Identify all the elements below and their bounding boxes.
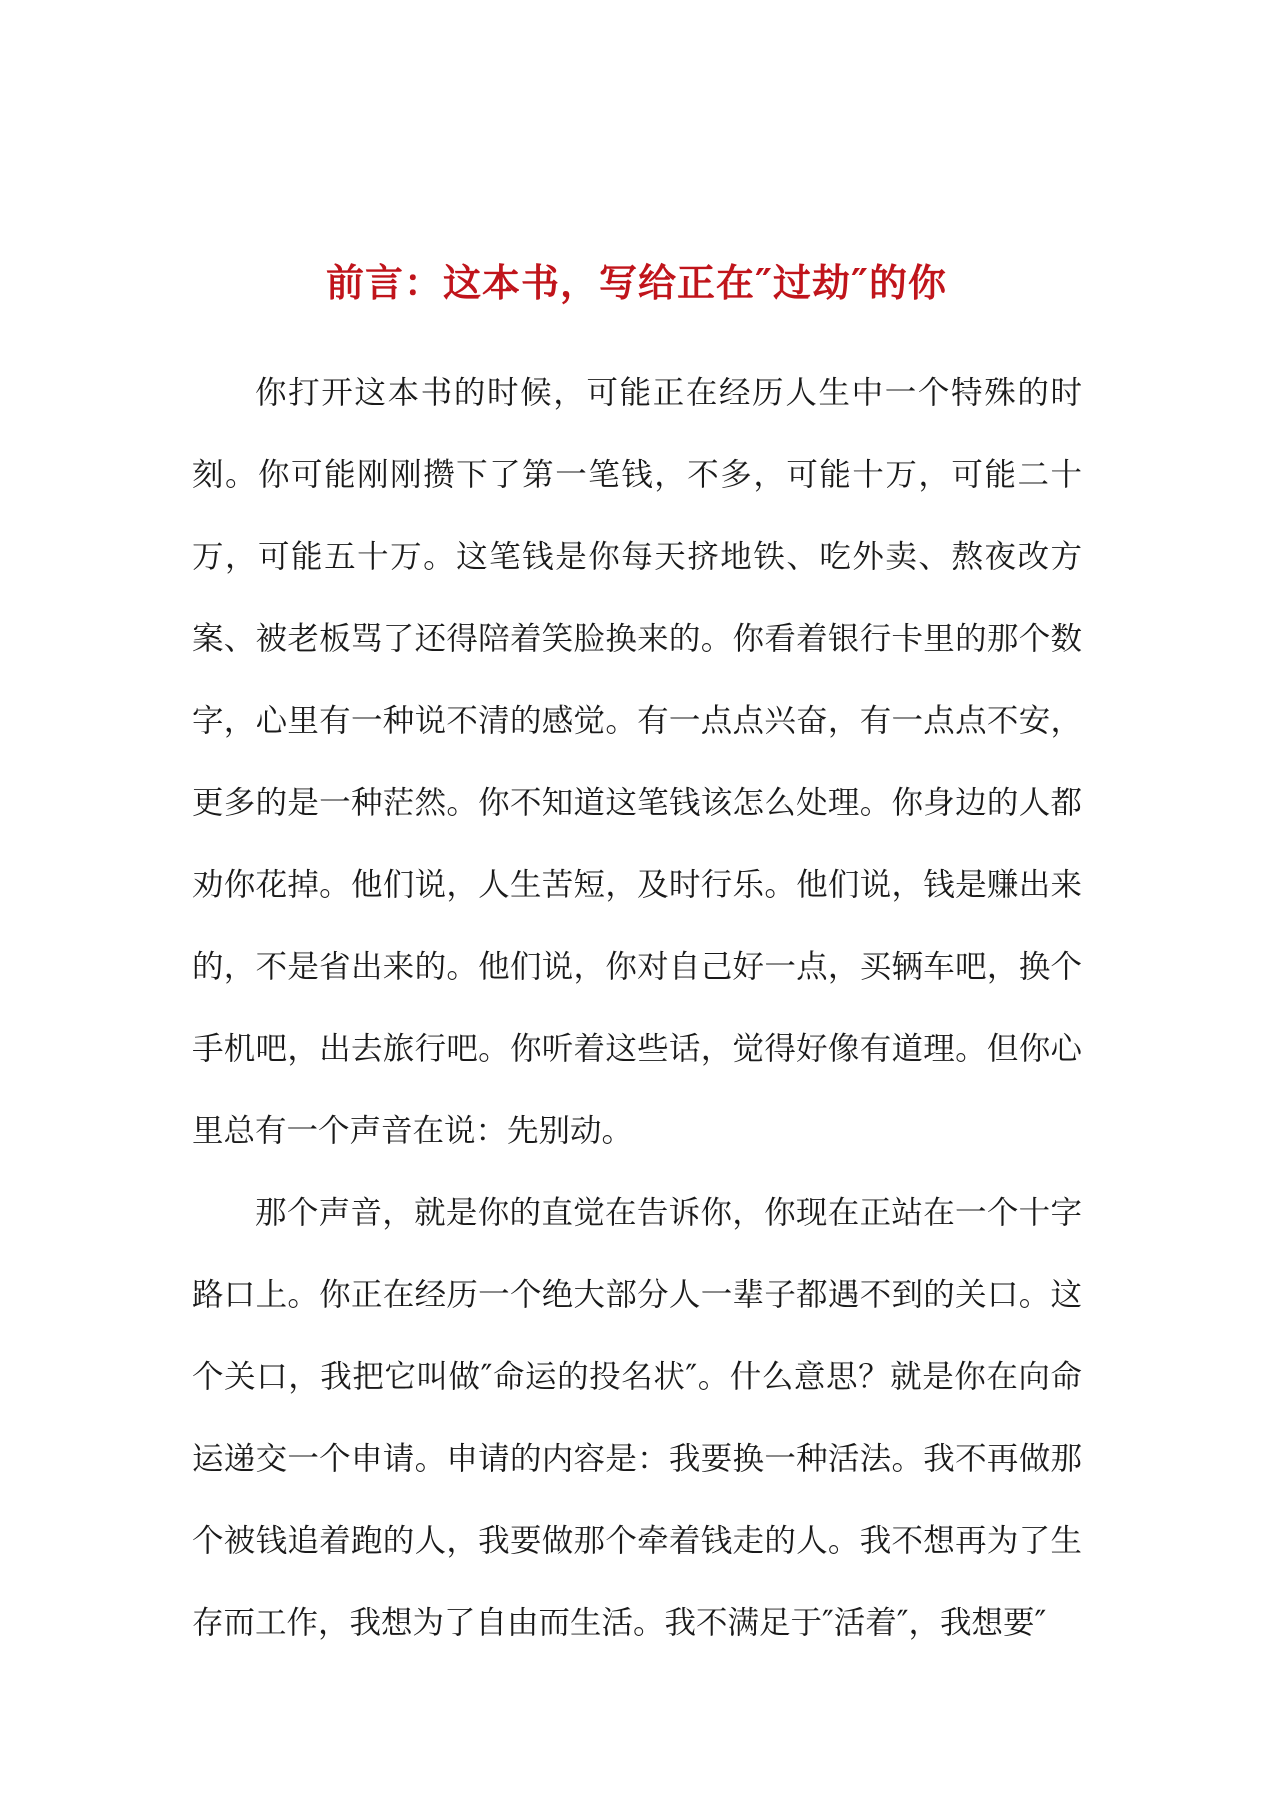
paragraph-1: 你打开这本书的时候，可能正在经历人生中一个特殊的时刻。你可能刚刚攒下了第一笔钱，不多，可能十万，可能二十万，可能五十万。这笔钱是你每天挤地铁、吃外卖、熬夜改方案、被老板骂了还得陪着笑脸换来的。你看着银行卡里的那个数字，心里有一种说不清的感觉。有一点点兴奋，有一点点不安，更多的是一种茫然。你不知道这笔钱该怎么处理。你身边的人都劝你花掉。他们说，人生苦短，及时行乐。他们说，钱是赚出来的，不是省出来的。他们说，你对自己好一点，买辆车吧，换个手机吧，出去旅行吧。你听着这些话，觉得好像有道理。但你心里总有一个声音在说：先别动。 [192, 375, 1082, 1149]
paragraph-2: 那个声音，就是你的直觉在告诉你，你现在正站在一个十字路口上。你正在经历一个绝大部分人一辈子都遇不到的关口。这个关口，我把它叫做″命运的投名状″。什么意思？就是你在向命运递交一个申请。申请的内容是：我要换一种活法。我不再做那个被钱追着跑的人，我要做那个牵着钱走的人。我不想再为了生存而工作，我想为了自由而生活。我不满足于″活着″，我想要″ [192, 1195, 1082, 1641]
page-title: 前言：这本书，写给正在″过劫″的你 [326, 260, 947, 305]
document-body [192, 352, 1082, 1664]
